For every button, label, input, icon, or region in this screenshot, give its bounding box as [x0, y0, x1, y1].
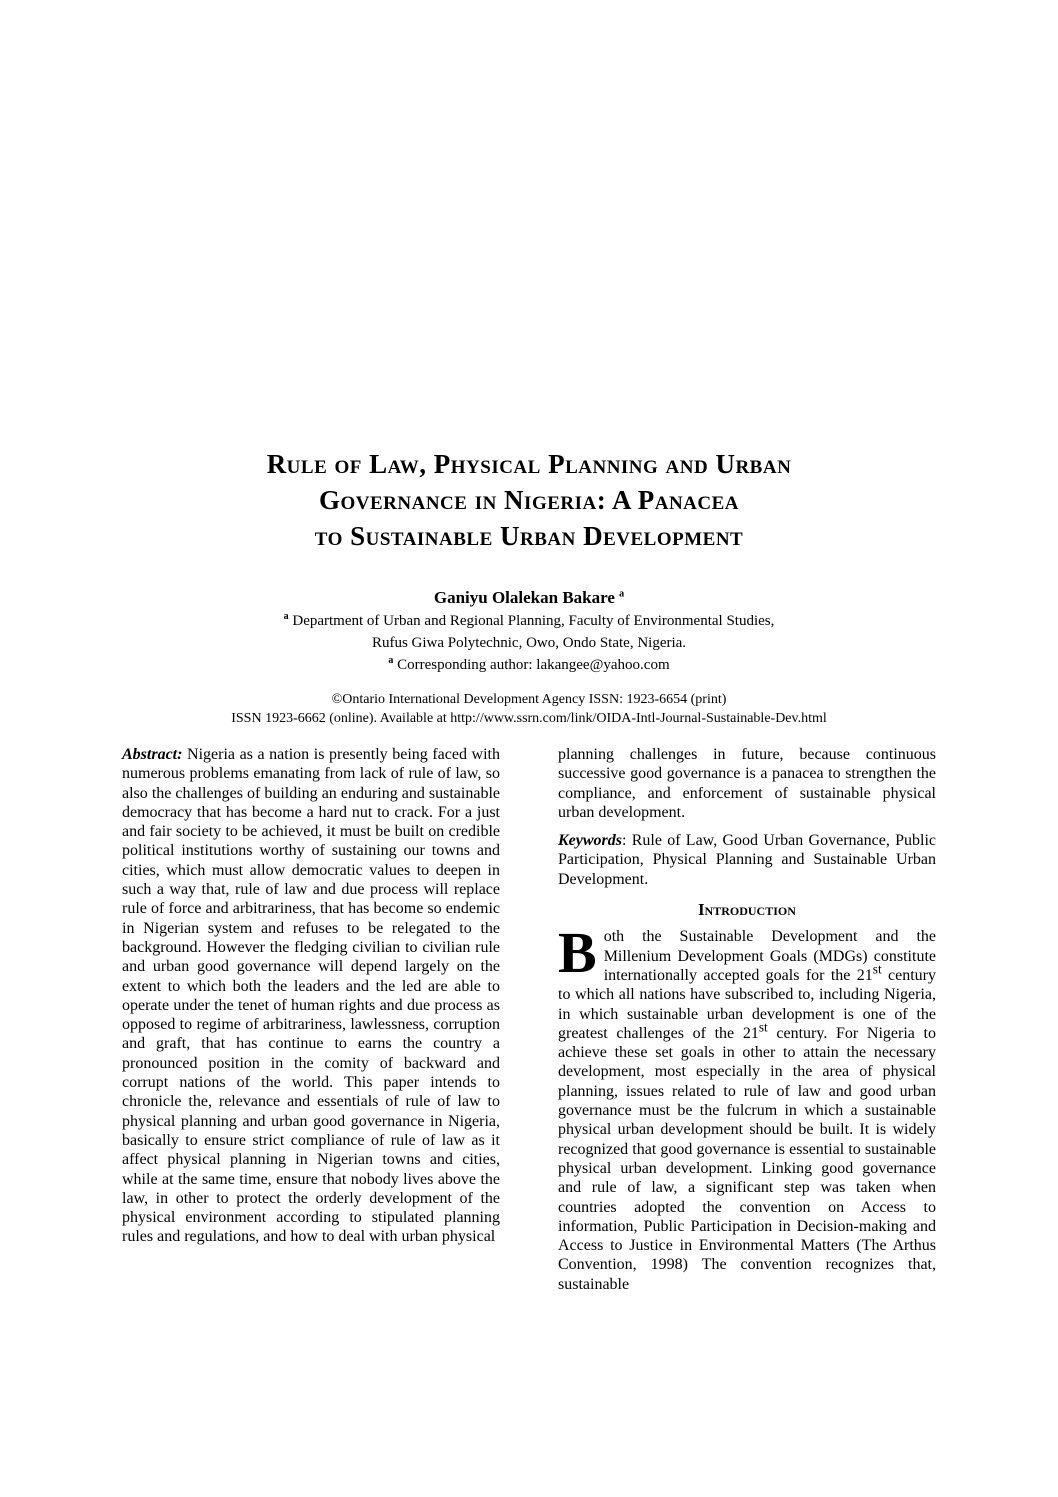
- corresponding-author-text: Corresponding author: lakangee@yahoo.com: [393, 657, 670, 673]
- introduction-text-part-a: oth the Sustainable Development and the Millenium Development Goals (MDGs) constitute internationally accepted goals for the 21: [603, 928, 936, 984]
- author-name-text: Ganiyu Olalekan Bakare: [433, 588, 615, 607]
- abstract-text-part-2: planning challenges in future, because continuous successive good governance is a panacea to strengthen the compliance, and enforcement of sustainable physical urban development.: [558, 746, 936, 821]
- right-column: [558, 745, 936, 1303]
- keywords-label: Keywords: [558, 832, 622, 850]
- author-name: [0, 586, 1058, 610]
- journal-imprint: [0, 690, 1058, 728]
- dropcap-letter: B: [558, 920, 597, 986]
- paper-title: [0, 446, 1058, 554]
- paper-title-line-2: Governance in Nigeria: A Panacea: [318, 485, 740, 515]
- affiliation-superscript: a: [283, 611, 289, 622]
- introduction-heading: Introduction: [698, 900, 796, 920]
- author-affiliation-line-1: [0, 610, 1058, 632]
- left-column: [122, 745, 500, 1303]
- affiliation-text-1: Department of Urban and Regional Planning, Faculty of Environmental Studies,: [288, 613, 775, 629]
- corresponding-superscript: a: [388, 655, 394, 666]
- paper-title-line-3: to Sustainable Urban Development: [314, 521, 744, 551]
- abstract-text-part-1: Nigeria as a nation is presently being faced with numerous problems emanating from lack of rule of law, so also the challenges of building an enduring and sustainable democracy that has become a hard nut to crack. For a just and fair society to be achieved, it must be built on credible political institutions worthy of sustaining our towns and cities, which must allow democratic values to deepen in such a way that, rule of law and due process will replace rule of force and arbitrariness, that has become so endemic in Nigerian system and refuses to be relegated to the background. However the fledging civilian to civilian rule and urban good governance will depend largely on the extent to which both the leaders and the led are able to operate under the tenet of human rights and due process as opposed to regime of arbitrariness, lawlessness, corruption and graft, that has continue to earns the country a pronounced position in the comity of backward and corrupt nations of the world. This paper intends to chronicle the, relevance and essentials of rule of law to physical planning and urban good governance in Nigeria, basically to ensure strict compliance of rule of law as it affect physical planning in Nigerian towns and cities, while at the same time, ensure that nobody lives above the law, in other to protect the orderly development of the physical environment according to stipulated planning rules and regulations, and how to deal with urban physical: [122, 746, 500, 1246]
- introduction-paragraph: [558, 920, 936, 1294]
- keywords-paragraph: [558, 831, 936, 889]
- author-block: [0, 586, 1058, 676]
- ordinal-superscript-1: st: [872, 961, 882, 977]
- imprint-issn-print-line: ©Ontario International Development Agency ISSN: 1923-6654 (print): [331, 692, 727, 707]
- front-matter: [0, 0, 1058, 728]
- affiliation-text-2: Rufus Giwa Polytechnic, Owo, Ondo State, Nigeria.: [371, 635, 687, 651]
- corresponding-author-line: [0, 654, 1058, 676]
- imprint-issn-online-line: ISSN 1923-6662 (online). Available at http://www.ssrn.com/link/OIDA-Intl-Journal-Sustainable-Dev.html: [231, 711, 827, 726]
- two-column-body: [122, 745, 936, 1303]
- ordinal-superscript-2: st: [758, 1019, 768, 1035]
- author-name-superscript: a: [619, 588, 625, 600]
- keywords-text: : Rule of Law, Good Urban Governance, Public Participation, Physical Planning and Sustainable Urban Development.: [558, 832, 936, 888]
- abstract-label: Abstract:: [122, 746, 183, 763]
- paper-title-line-1: Rule of Law, Physical Planning and Urban: [266, 449, 792, 479]
- introduction-text-part-c: century. For Nigeria to achieve these set goals in other to attain the necessary development, most especially in the area of physical planning, issues related to rule of law and good urban governance must be the fulcrum in which a sustainable physical urban development should be built. It is widely recognized that good governance is essential to sustainable physical urban development. Linking good governance and rule of law, a significant step was taken when countries adopted the convention on Access to information, Public Participation in Decision-making and Access to Justice in Environmental Matters (The Arthus Convention, 1998) The convention recognizes that, sustainable: [558, 1024, 936, 1293]
- author-affiliation-line-2: [0, 632, 1058, 654]
- abstract-continuation-paragraph: [558, 745, 936, 822]
- abstract-paragraph: [122, 745, 500, 1247]
- introduction-text-part-b: century to which all nations have subscribed to, including Nigeria, in which sustainable urban development is one of the greatest challenges of the 21: [558, 966, 936, 1042]
